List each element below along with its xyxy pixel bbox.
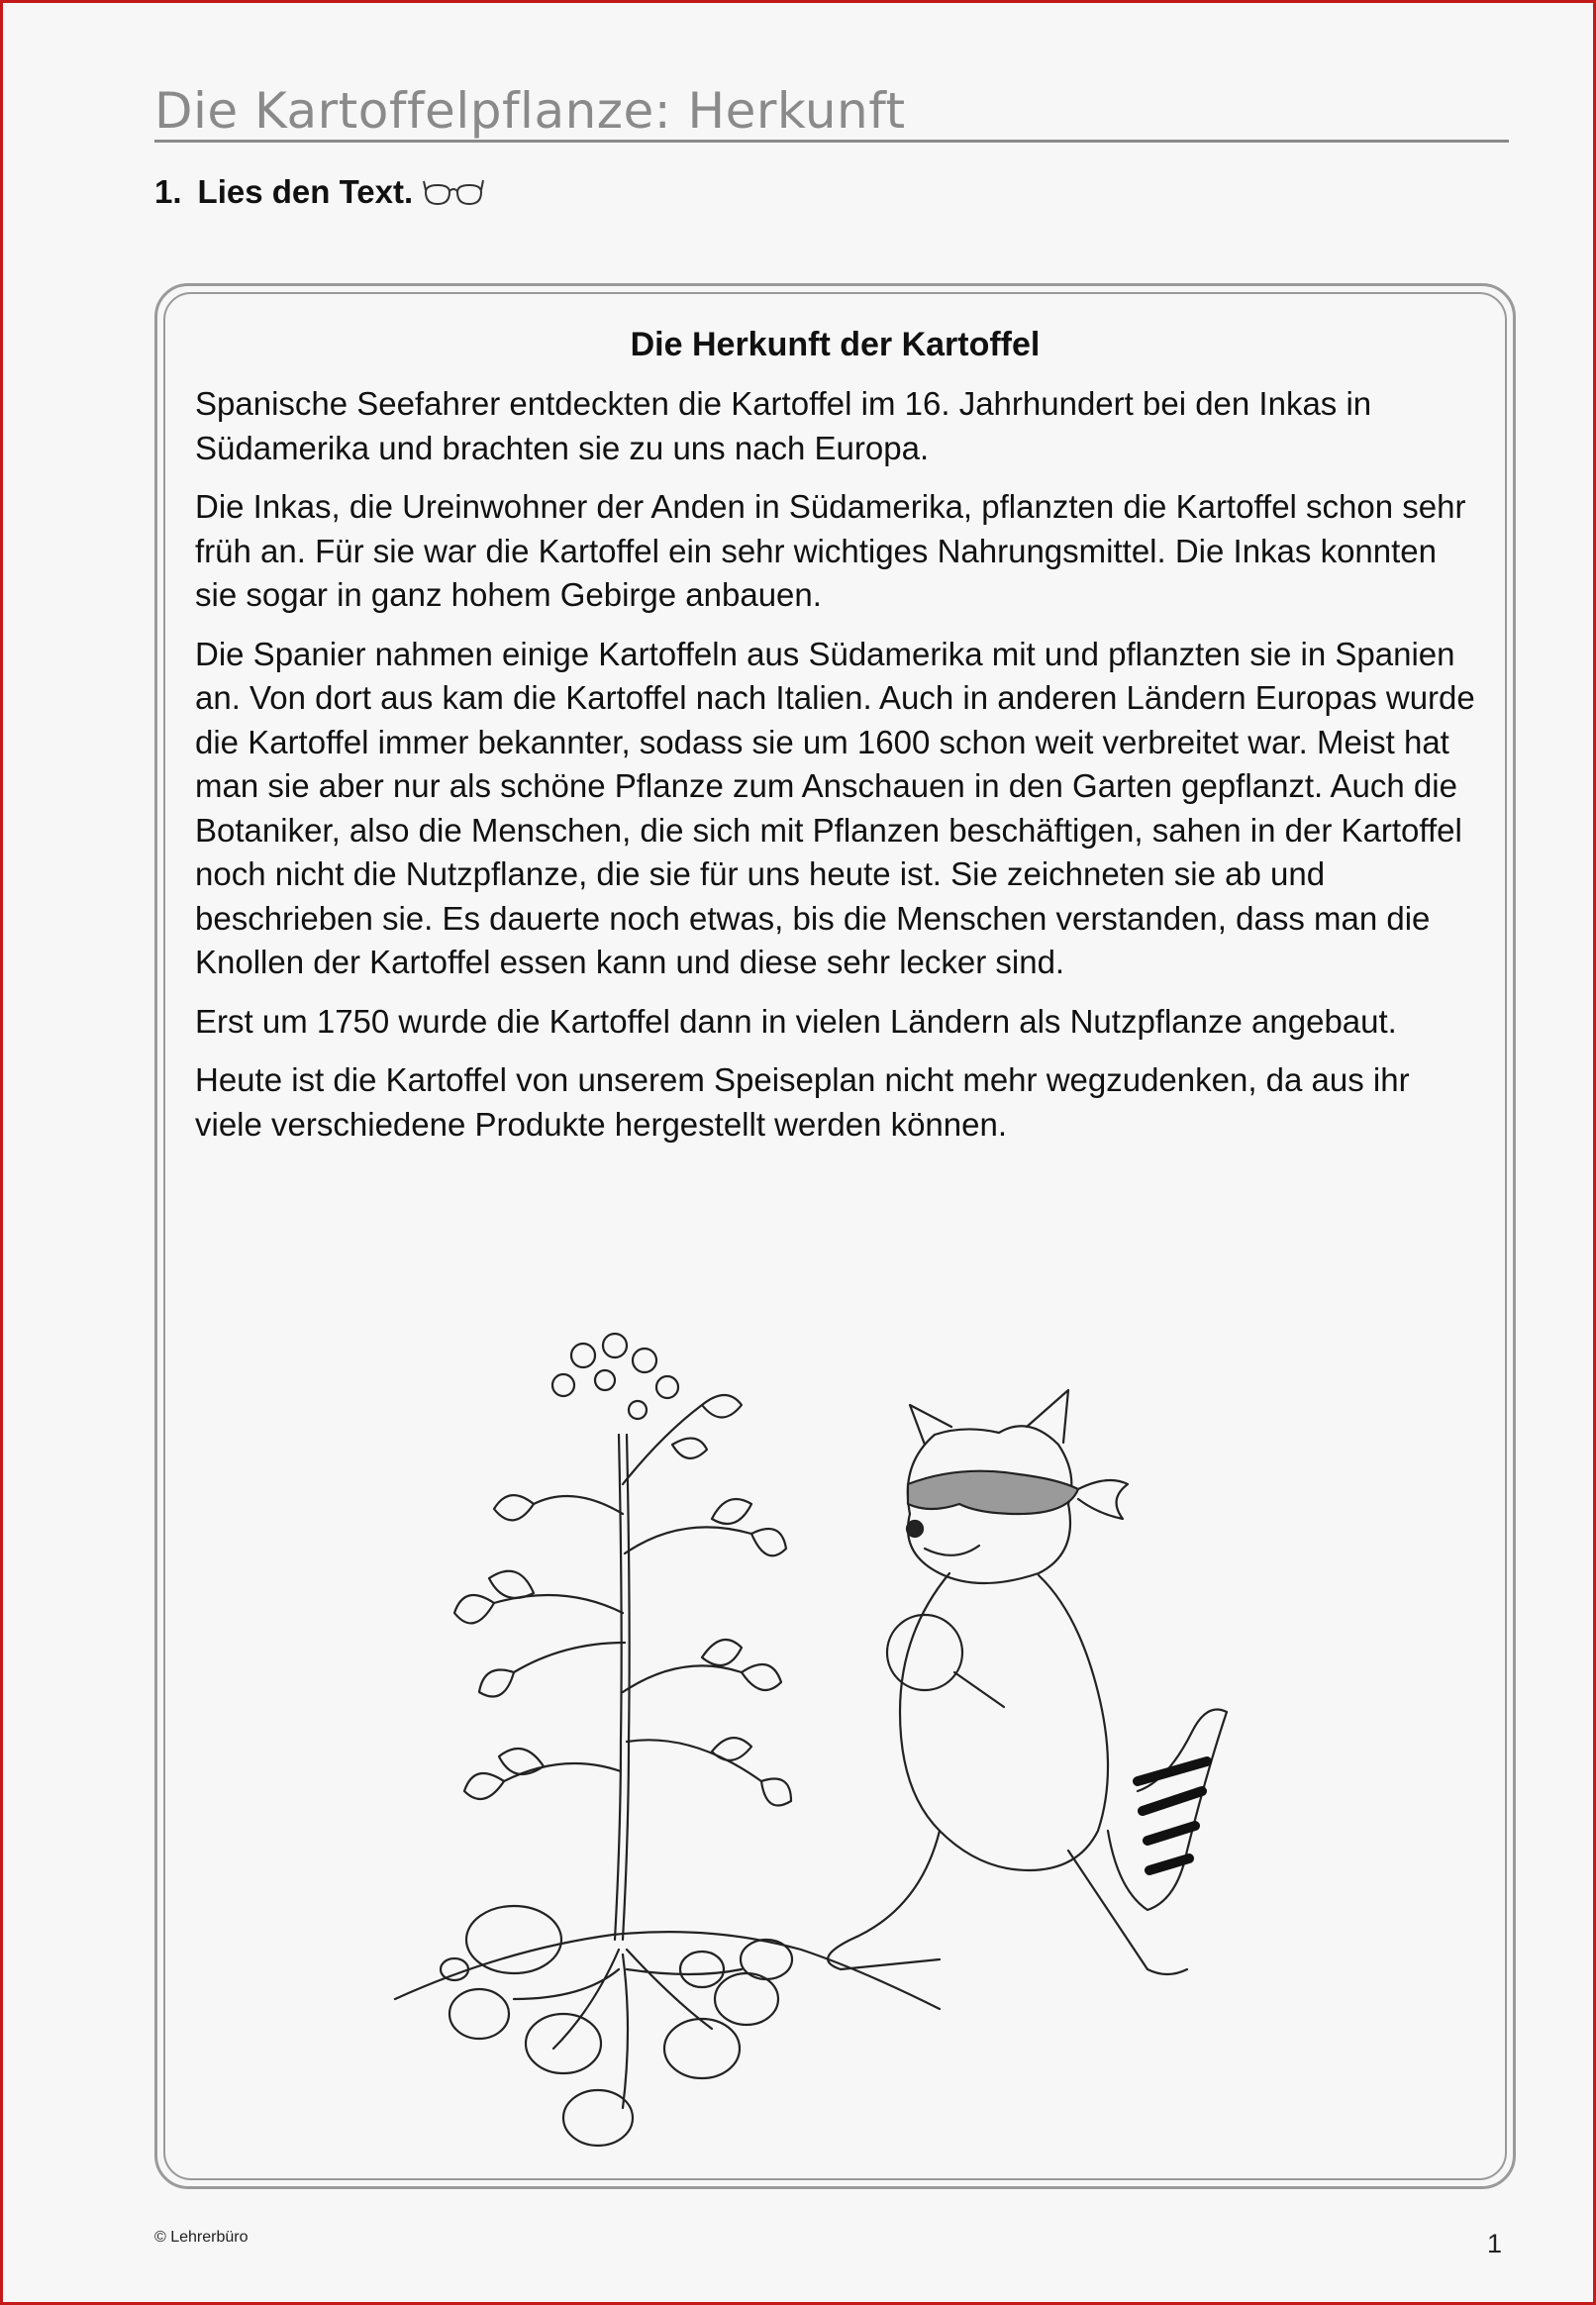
magnifier-lens xyxy=(887,1615,962,1690)
reading-box xyxy=(154,283,1516,2189)
page-number: 1 xyxy=(1486,2229,1502,2258)
paragraph: Heute ist die Kartoffel von unserem Speiseplan nicht mehr wegzudenken, da aus ihr viele verschiedene Produkte hergestellt werden können. xyxy=(195,1061,1410,1143)
glasses-icon xyxy=(423,176,484,208)
paragraph: Die Spanier nahmen einige Kartoffeln aus Südamerika mit und pflanzten sie in Spanien an. Von dort aus kam die Kartoffel nach Italien. Auch in anderen Ländern Europas wurde die Kartoffel immer bekannter, sodass sie um 1600 schon weit verbreitet war. Meist hat man sie aber nur als schöne Pflanze zum Anschauen in den Garten gepflanzt. Auch die Botaniker, also die Menschen, die sich mit Pflanzen beschäftigen, sahen in der Kartoffel noch nicht die Nutzpflanze, die sie für uns heute ist. Sie zeichneten sie ab und beschrieben sie. Es dauerte noch etwas, bis die Menschen verstanden, dass man die Knollen der Kartoffel essen kann und diese sehr lecker sind. xyxy=(195,635,1475,980)
raccoon-detective xyxy=(828,1390,1227,1974)
plant-flowers xyxy=(552,1334,678,1419)
task-number: 1. xyxy=(154,173,182,210)
reading-heading: Die Herkunft der Kartoffel xyxy=(630,326,1041,363)
raccoon-mask xyxy=(908,1471,1078,1514)
task-text: Lies den Text. xyxy=(197,173,414,210)
task-instruction xyxy=(154,173,484,211)
potato-tubers xyxy=(441,1906,792,2146)
paragraph: Erst um 1750 wurde die Kartoffel dann in vielen Ländern als Nutzpflanze angebaut. xyxy=(195,1002,1397,1040)
soil-line xyxy=(395,1932,940,2009)
page-title: Die Kartoffelpflanze: Herkunft xyxy=(154,82,906,140)
copyright: © Lehrerbüro xyxy=(154,2229,249,2246)
paragraph: Die Inkas, die Ureinwohner der Anden in Südamerika, pflanzten die Kartoffel schon sehr früh an. Für sie war die Kartoffel ein sehr wichtiges Nahrungsmittel. Die Inkas konnten sie sogar in ganz hohem Gebirge anbauen. xyxy=(195,488,1466,613)
potato-plant-raccoon-illustration xyxy=(385,1316,1375,2157)
reading-text xyxy=(195,382,1475,1161)
plant-roots xyxy=(514,1950,742,2108)
paragraph: Spanische Seefahrer entdeckten die Kartoffel im 16. Jahrhundert bei den Inkas in Südamerika und brachten sie zu uns nach Europa. xyxy=(195,385,1372,466)
title-underline xyxy=(154,140,1509,143)
raccoon-tail xyxy=(1108,1710,1227,1911)
